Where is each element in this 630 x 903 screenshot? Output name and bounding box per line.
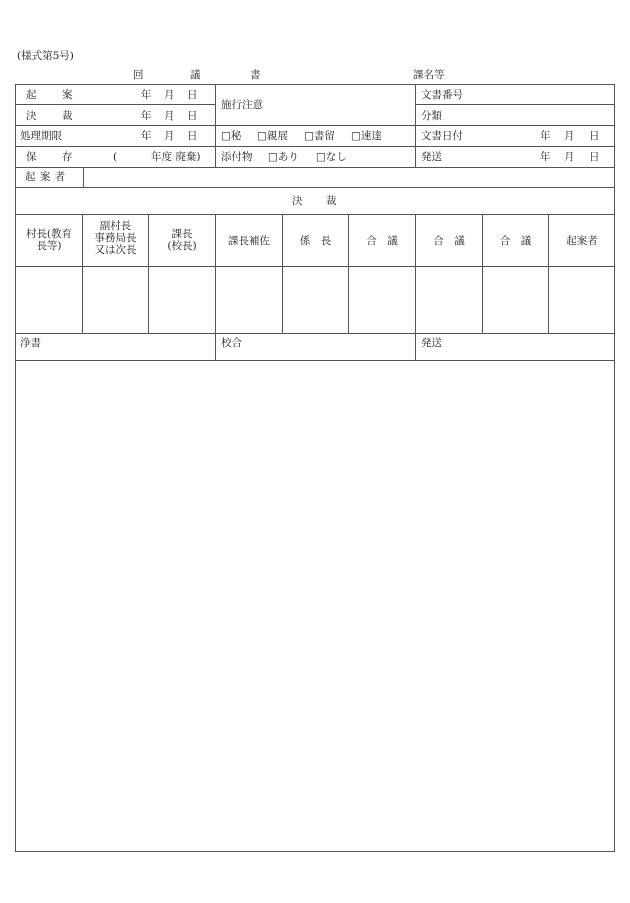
- kigen-year: 年: [141, 130, 152, 142]
- jousho-label: 浄書: [20, 337, 41, 349]
- approval-title-a: 決: [292, 195, 303, 207]
- kigen-day: 日: [187, 130, 198, 142]
- rule: [415, 104, 615, 105]
- text: 課長: [171, 228, 193, 240]
- text: 課長補佐: [228, 235, 270, 247]
- hozon-label-b: 存: [62, 151, 73, 163]
- bunsho-hiduke-month: 月: [564, 130, 575, 142]
- kessai-month: 月: [164, 110, 175, 122]
- kian-year: 年: [141, 89, 152, 101]
- rule: [215, 146, 415, 147]
- rule: [415, 125, 615, 126]
- shikou-label: 施行注意: [221, 99, 263, 111]
- text: 又は次長: [94, 244, 137, 256]
- text: 合 議: [366, 235, 398, 247]
- text: 起案者: [566, 235, 598, 247]
- kian-month: 月: [164, 89, 175, 101]
- rule: [282, 214, 283, 333]
- rule: [482, 214, 483, 333]
- text: 事務局長: [94, 232, 137, 244]
- rule: [548, 214, 549, 333]
- kiansha-label: 起 案 者: [25, 171, 66, 183]
- text: (校長): [167, 240, 197, 252]
- bunsho-hiduke-day: 日: [589, 130, 600, 142]
- hozon-label-a: 保: [26, 151, 37, 163]
- rule: [15, 146, 215, 147]
- rule: [215, 125, 415, 126]
- hassou-month: 月: [564, 151, 575, 163]
- approval-title-b: 裁: [326, 195, 337, 207]
- rule: [15, 187, 615, 188]
- tenpu-label: 添付物: [221, 151, 253, 163]
- dept-label: 課名等: [413, 69, 445, 81]
- text: 係 長: [299, 235, 332, 247]
- col-sonchou: [16, 228, 82, 252]
- rule: [348, 214, 349, 333]
- hassou-label: 発送: [421, 151, 442, 163]
- text: 村長(教育: [25, 228, 73, 240]
- rule: [15, 333, 615, 334]
- col-aigi-2: [416, 235, 482, 247]
- title-char-3: 書: [250, 69, 261, 81]
- kessai-day: 日: [187, 110, 198, 122]
- tenpu-nashi: □なし: [316, 151, 347, 163]
- bunsho-bangou-label: 文書番号: [421, 89, 463, 101]
- footer-hassou-label: 発送: [421, 337, 442, 349]
- kian-label-b: 案: [62, 89, 73, 101]
- kian-label-a: 起: [26, 89, 37, 101]
- rule: [15, 104, 215, 105]
- check-shinten: □親展: [257, 130, 288, 142]
- check-sokutatsu: □速達: [351, 130, 382, 142]
- hozon-paren: (: [113, 151, 118, 163]
- rule: [415, 146, 615, 147]
- text: 合 議: [433, 235, 465, 247]
- text: 合 議: [499, 235, 532, 247]
- text: 長等): [36, 240, 62, 252]
- check-hi: □秘: [221, 130, 242, 142]
- kessai-label-a: 決: [26, 110, 37, 122]
- col-kachou: [149, 228, 215, 252]
- check-kakitome: □書留: [304, 130, 335, 142]
- kessai-year: 年: [141, 110, 152, 122]
- bunsho-hiduke-year: 年: [540, 130, 551, 142]
- col-kachou-hosa: [216, 235, 282, 247]
- title-char-1: 回: [133, 69, 144, 81]
- title-char-2: 議: [190, 69, 201, 81]
- hozon-nendo: 年度 廃棄): [151, 151, 201, 163]
- bunsho-hiduke-label: 文書日付: [421, 130, 463, 142]
- rule: [83, 167, 84, 187]
- tenpu-ari: □あり: [268, 151, 299, 163]
- kian-day: 日: [187, 89, 198, 101]
- kougou-label: 校合: [221, 337, 242, 349]
- text: 副村長: [99, 220, 132, 232]
- hassou-year: 年: [540, 151, 551, 163]
- rule: [15, 360, 615, 361]
- kigen-label: 処理期限: [20, 130, 62, 142]
- rule: [15, 125, 215, 126]
- rule: [15, 266, 615, 267]
- col-kakarichou: [283, 235, 348, 247]
- col-kiansha: [549, 235, 615, 247]
- rule: [15, 167, 615, 168]
- rule: [15, 214, 615, 215]
- hassou-day: 日: [589, 151, 600, 163]
- kessai-label-b: 裁: [62, 110, 73, 122]
- bunrui-label: 分類: [421, 110, 442, 122]
- form-number: (様式第5号): [17, 50, 74, 62]
- col-aigi-3: [483, 235, 548, 247]
- form-frame: [15, 84, 615, 852]
- col-aigi-1: [349, 235, 415, 247]
- kigen-month: 月: [164, 130, 175, 142]
- col-fukusonchou: [83, 220, 148, 256]
